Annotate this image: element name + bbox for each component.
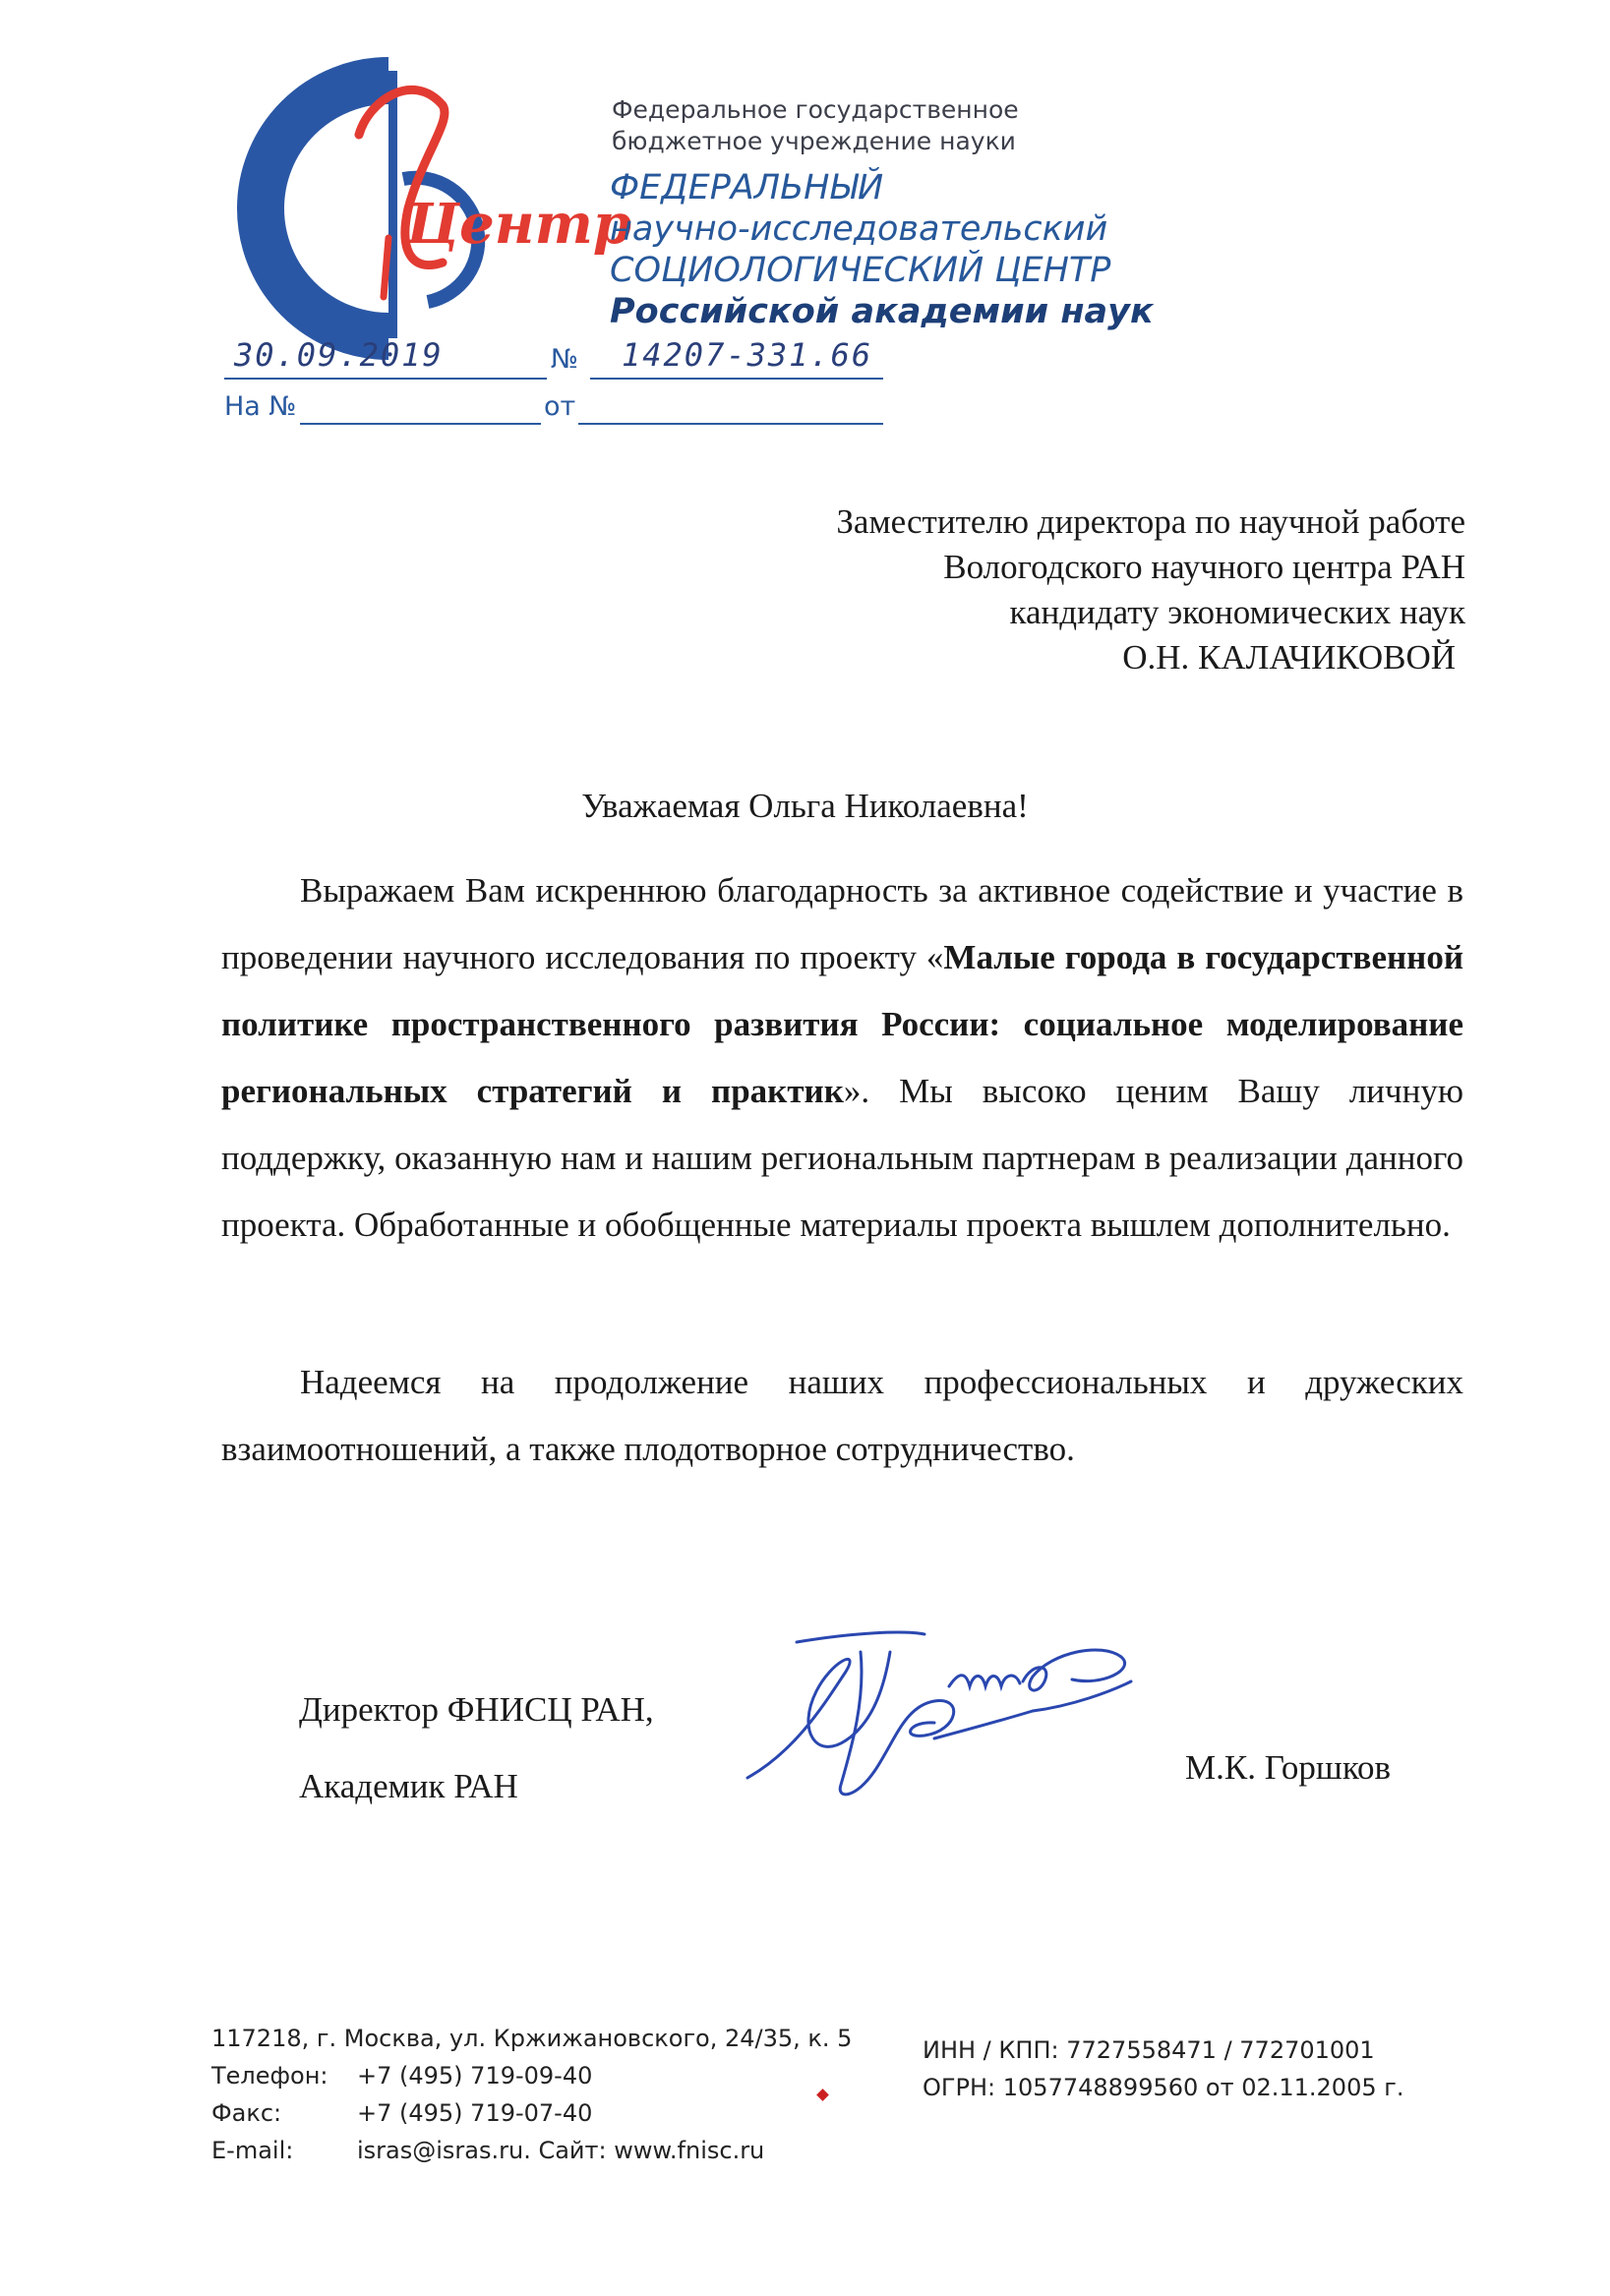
ogrn: ОГРН: 1057748899560 от 02.11.2005 г. — [923, 2074, 1404, 2101]
org-name — [610, 167, 1154, 332]
addressee-line: кандидату экономических наук — [1009, 593, 1465, 631]
addressee-block — [688, 500, 1465, 680]
addressee-name: О.Н. КАЛАЧИКОВОЙ — [1122, 638, 1456, 677]
email-site-value: isras@isras.ru. Сайт: www.fnisc.ru — [357, 2137, 765, 2164]
greeting: Уважаемая Ольга Николаевна! — [581, 787, 1029, 825]
number-underline — [590, 378, 883, 380]
outgoing-date: 30.09.2019 — [234, 336, 444, 374]
org-name-line: СОЦИОЛОГИЧЕСКИЙ ЦЕНТР — [610, 251, 1111, 290]
org-type-line: Федеральное государственное — [612, 95, 1019, 124]
logo-text: Центр — [406, 192, 631, 257]
from-label: от — [544, 391, 576, 422]
number-label: № — [551, 344, 579, 375]
footer-email-row — [211, 2132, 852, 2169]
org-type — [612, 94, 1019, 157]
signatory-position: Директор ФНИСЦ РАН, — [299, 1690, 654, 1729]
org-type-line: бюджетное учреждение науки — [612, 127, 1016, 155]
project-title: Малые города в государственной политике пространственного развития России: социальное моделирование региональных стратегий и практик — [221, 938, 1463, 1110]
reference-label: На № — [224, 391, 297, 422]
org-name-line: научно-исследовательский — [610, 209, 1108, 249]
org-name-line: ФЕДЕРАЛЬНЫЙ — [610, 168, 884, 207]
footer-address: 117218, г. Москва, ул. Кржижановского, 24/35, к. 5 — [211, 2025, 853, 2052]
footer-requisites — [923, 2031, 1403, 2106]
addressee-line: Заместителю директора по научной работе — [836, 502, 1465, 541]
body-paragraph-1 — [221, 857, 1463, 1259]
signatory-name: М.К. Горшков — [1185, 1748, 1392, 1787]
paragraph-text: Выражаем Вам искреннюю благодарность за активное содействие и участие в проведении научного исследования по проекту « — [221, 871, 1463, 976]
phone-value: +7 (495) 719-09-40 — [357, 2062, 593, 2090]
footer-contacts — [211, 2020, 852, 2169]
body-paragraph-2: Надеемся на продолжение наших профессиональных и дружеских взаимоотношений, а также плодотворное сотрудничество. — [221, 1363, 1463, 1468]
reference-underline — [300, 423, 541, 425]
paragraph-text: ». Мы высоко ценим Вашу личную поддержку, оказанную нам и нашим региональным партнерам в реализации данного проекта. Обработанные и обобщенные материалы проекта вышлем дополнительно. — [221, 1072, 1464, 1244]
organization-logo — [241, 61, 631, 346]
date-underline — [224, 378, 547, 380]
signatory-rank: Академик РАН — [299, 1767, 518, 1805]
org-name-line: Российской академии наук — [610, 292, 1154, 331]
fax-label: Факс: — [211, 2099, 282, 2127]
outgoing-number: 14207-331.66 — [622, 336, 873, 374]
email-label: E-mail: — [211, 2137, 294, 2164]
addressee-line: Вологодского научного центра РАН — [943, 548, 1465, 586]
phone-label: Телефон: — [211, 2062, 328, 2090]
footer-fax-row — [211, 2094, 852, 2132]
signatory-title — [299, 1672, 654, 1825]
footer-phone-row — [211, 2057, 852, 2094]
inn-kpp: ИНН / КПП: 7727558471 / 772701001 — [923, 2036, 1375, 2064]
from-underline — [578, 423, 883, 425]
fax-value: +7 (495) 719-07-40 — [357, 2099, 593, 2127]
